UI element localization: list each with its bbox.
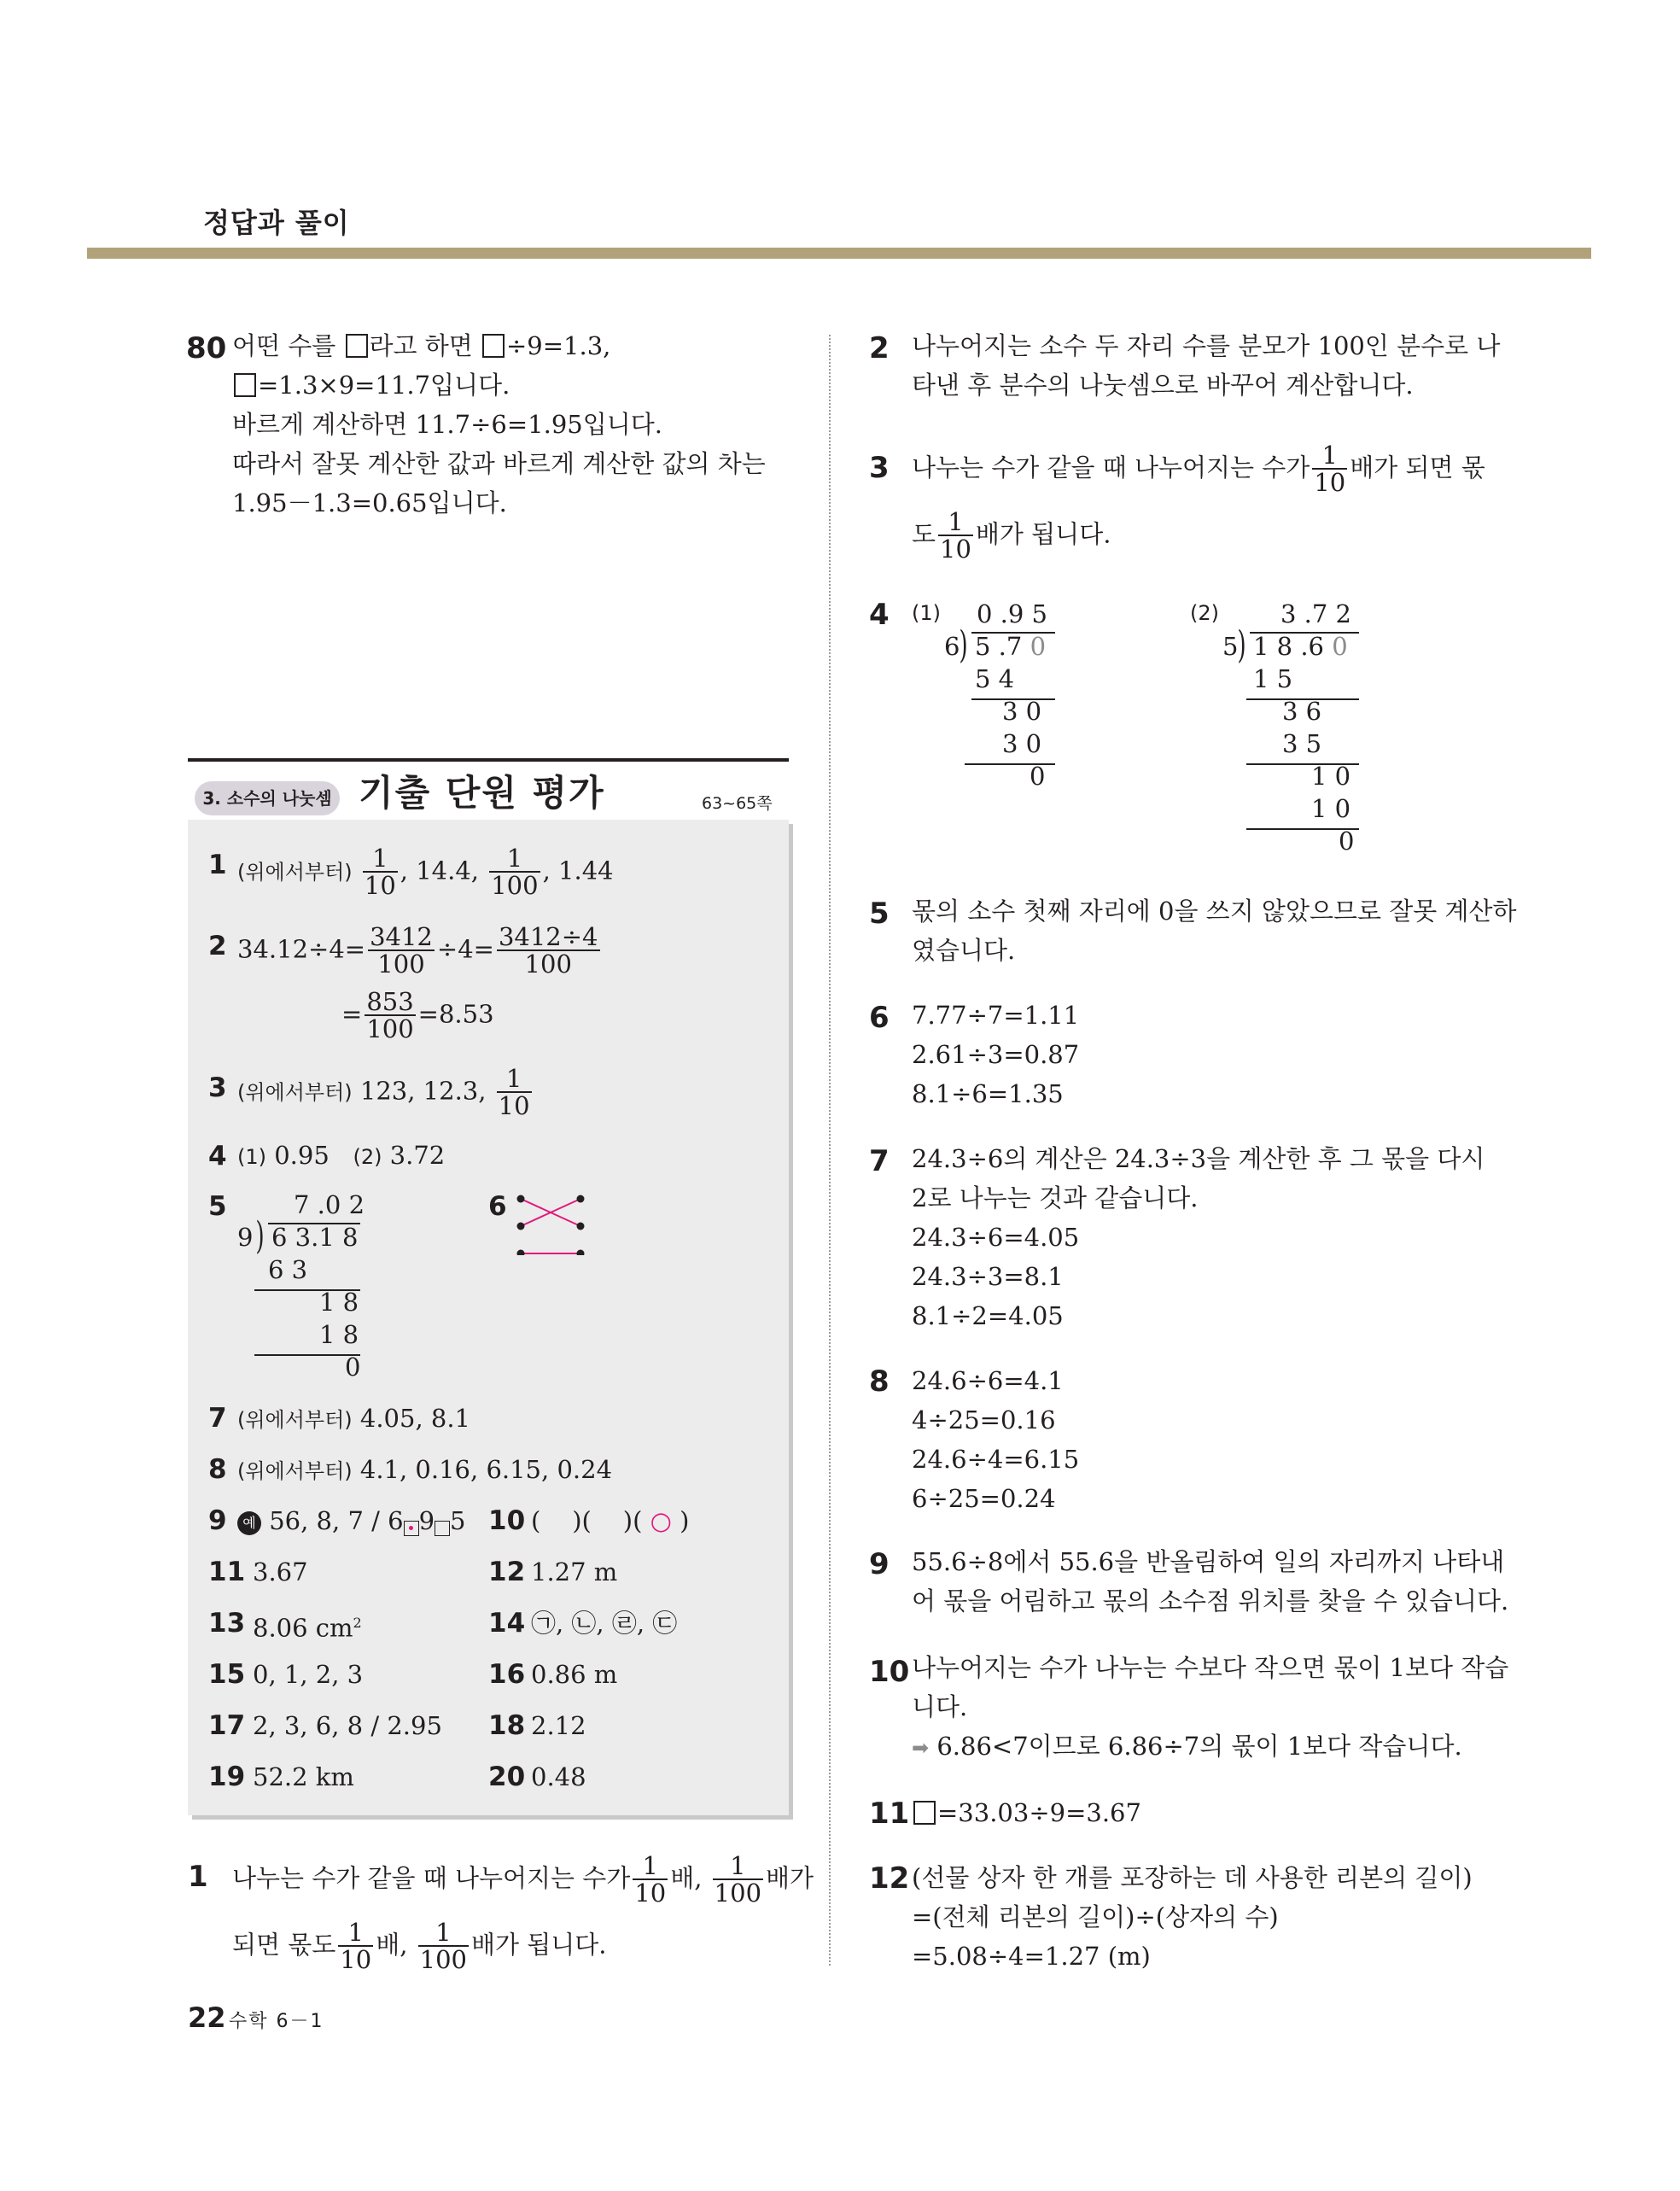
solution-3-line1: 나누는 수가 같을 때 나누어지는 수가 $\frac{1}{10}$ 배가 되면 몫	[912, 441, 1485, 498]
problem-number: 9	[869, 1547, 890, 1581]
answer-number: 11	[208, 1557, 246, 1587]
problem-number: 4	[869, 598, 890, 632]
answer-2-line2: = $\frac{853}{100}$ =8.53	[341, 987, 494, 1044]
solution-5: 몫의 소수 첫째 자리에 0을 쓰지 않았으므로 잘못 계산하 였습니다.	[912, 897, 1517, 965]
answer-1: (위에서부터) $\frac{1}{10}$ , 14.4, $\frac{1}{100}$ , 1.44	[237, 844, 614, 901]
answer-16: 0.86 m	[531, 1660, 618, 1689]
answer-18: 2.12	[531, 1711, 586, 1740]
answer-9: 예 56, 8, 7 / 6 9 5	[237, 1501, 465, 1540]
problem-number: 12	[869, 1861, 910, 1896]
solution-1-line2: 되면 몫도 $\frac{1}{10}$ 배, $\frac{1}{100}$ 배가 됩니다.	[232, 1918, 607, 1975]
solution-10: 나누어지는 수가 나누는 수보다 작으면 몫이 1보다 작습 니다. ➡ 6.86<7이므로 6.86÷7의 몫이 1보다 작습니다.	[912, 1653, 1509, 1761]
answer-number: 12	[488, 1557, 526, 1587]
answer-20: 0.48	[531, 1762, 586, 1791]
answer-number: 6	[488, 1191, 507, 1222]
answer-number: 2	[208, 931, 227, 961]
problem-number: 2	[869, 331, 890, 365]
problem-number: 1	[188, 1860, 208, 1894]
page-range: 63~65쪽	[702, 794, 773, 813]
answer-number: 13	[208, 1608, 246, 1639]
answer-19: 52.2 km	[253, 1762, 354, 1791]
problem-number: 7	[869, 1144, 890, 1178]
answer-2-line1: 34.12÷4= $\frac{3412}{100}$ ÷4= $\frac{3412\div 4}{100}$	[237, 922, 598, 979]
part-label: (1)	[912, 601, 941, 625]
unit-tag: 3. 소수의 나눗셈	[195, 781, 340, 815]
solution-6: 7.77÷7=1.11 2.61÷3=0.87 8.1÷6=1.35	[912, 1001, 1080, 1108]
column-divider	[829, 335, 831, 1966]
problem-number: 6	[869, 1001, 890, 1035]
answer-number: 18	[488, 1710, 526, 1741]
problem-number: 8	[869, 1364, 890, 1399]
part-label: (2)	[1190, 601, 1219, 625]
problem-number: 3	[869, 451, 890, 485]
long-division-2: 3 .7 2 5 1 8 .6 0 1 5 3 6 3 5 1 0 1 0 0 )	[1217, 598, 1371, 871]
answer-number: 10	[488, 1505, 526, 1536]
solution-1-line1: 나누는 수가 같을 때 나누어지는 수가 $\frac{1}{10}$ 배, $\frac{1}{100}$ 배가	[232, 1851, 814, 1908]
problem-number: 5	[869, 897, 890, 931]
answer-number: 16	[488, 1659, 526, 1690]
answer-number: 17	[208, 1710, 246, 1741]
header-bar	[87, 248, 1591, 259]
answer-3: (위에서부터) 123, 12.3, $\frac{1}{10}$	[237, 1064, 530, 1121]
long-division-1: 0 .9 5 6 5 .7 0 5 4 3 0 3 0 0 )	[939, 598, 1076, 803]
answer-10: ( )( )( ○ )	[531, 1506, 690, 1535]
page-number: 22	[188, 2001, 226, 2034]
problem-number: 80	[186, 331, 227, 365]
blank-box	[346, 334, 368, 358]
header-title: 정답과 풀이	[203, 207, 350, 239]
blank-box	[913, 1801, 936, 1825]
answer-11: 3.67	[253, 1557, 308, 1586]
solution-8: 24.6÷6=4.1 4÷25=0.16 24.6÷4=6.15 6÷25=0.24	[912, 1366, 1080, 1513]
answer-number: 7	[208, 1403, 227, 1434]
section-rule	[188, 758, 789, 762]
answer-8: (위에서부터) 4.1, 0.16, 6.15, 0.24	[237, 1455, 613, 1484]
answer-17: 2, 3, 6, 8 / 2.95	[253, 1711, 442, 1740]
answer-number: 20	[488, 1762, 526, 1792]
solution-3-line2: 도 $\frac{1}{10}$ 배가 됩니다.	[912, 507, 1111, 564]
solution-9: 55.6÷8에서 55.6을 반올림하여 일의 자리까지 나타내 어 몫을 어림하고 몫의 소수점 위치를 찾을 수 있습니다.	[912, 1547, 1509, 1615]
answer-number: 14	[488, 1608, 526, 1639]
problem-80-text: 어떤 수를 라고 하면 ÷9=1.3, =1.3×9=11.7입니다. 바르게 계산하면 11.7÷6=1.95입니다. 따라서 잘못 계산한 값과 바르게 계산한 값의 차는 1.95－1.3=0.65입니다.	[232, 331, 766, 517]
answer-number: 15	[208, 1659, 246, 1690]
answer-14: ㉠, ㉡, ㉣, ㉢	[531, 1609, 678, 1638]
answer-number: 9	[208, 1505, 227, 1536]
problem-number: 11	[869, 1797, 910, 1831]
answer-number: 5	[208, 1191, 227, 1222]
problem-number: 10	[869, 1655, 910, 1689]
solution-12: (선물 상자 한 개를 포장하는 데 사용한 리본의 길이) =(전체 리본의 길이)÷(상자의 수) =5.08÷4=1.27 (m)	[912, 1863, 1473, 1971]
answer-number: 19	[208, 1762, 246, 1792]
answer-7: (위에서부터) 4.05, 8.1	[237, 1404, 471, 1433]
blank-box	[234, 373, 256, 397]
solution-7: 24.3÷6의 계산은 24.3÷3을 계산한 후 그 몫을 다시 2로 나누는 것과 같습니다. 24.3÷6=4.05 24.3÷3=8.1 8.1÷2=4.05	[912, 1144, 1485, 1330]
section-title: 기출 단원 평가	[359, 772, 605, 814]
answer-15: 0, 1, 2, 3	[253, 1660, 364, 1689]
answer-6-matching-lines	[512, 1187, 589, 1255]
footer-subject: 수학 6－1	[229, 2011, 324, 2032]
answer-12: 1.27 m	[531, 1557, 618, 1586]
answer-number: 1	[208, 850, 227, 880]
solution-11: =33.03÷9=3.67	[912, 1793, 1141, 1832]
arrow-icon: ➡	[912, 1736, 930, 1760]
answer-number: 4	[208, 1141, 227, 1171]
answer-13: 8.06 $cm^2$	[253, 1613, 362, 1643]
answer-5-long-division: 7 .0 2 9 6 3.1 8 6 3 1 8 1 8 0 )	[237, 1190, 365, 1382]
answer-number: 3	[208, 1072, 227, 1103]
answer-4: (1) 0.95 (2) 3.72	[237, 1141, 446, 1170]
solution-2: 나누어지는 소수 두 자리 수를 분모가 100인 분수로 나 타낸 후 분수의 나눗셈으로 바꾸어 계산합니다.	[912, 331, 1501, 400]
answer-number: 8	[208, 1454, 227, 1485]
blank-box	[482, 334, 505, 358]
